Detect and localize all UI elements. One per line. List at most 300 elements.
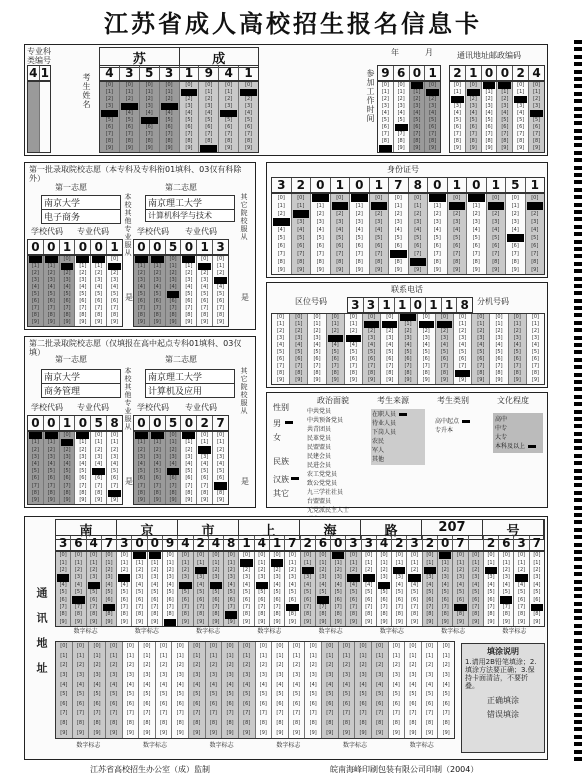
bubble[interactable]: [2] xyxy=(126,662,134,669)
bubble[interactable]: [5] xyxy=(533,589,541,596)
bubble[interactable]: [8] xyxy=(422,370,430,376)
bubble-filled[interactable]: [0] xyxy=(351,194,368,202)
bubble[interactable]: [0] xyxy=(111,432,119,439)
bubble[interactable]: [2] xyxy=(492,210,500,217)
bubble[interactable]: [0] xyxy=(165,82,173,88)
bubble[interactable]: [6] xyxy=(456,596,464,603)
bubble[interactable]: [6] xyxy=(485,124,493,130)
bubble[interactable]: [3] xyxy=(513,335,521,341)
bubble[interactable]: [3] xyxy=(31,453,39,460)
bubble[interactable]: [2] xyxy=(160,662,168,669)
bubble[interactable]: [1] xyxy=(414,202,422,209)
bubble[interactable]: [6] xyxy=(531,242,539,249)
bubble[interactable]: [0] xyxy=(477,314,485,320)
bubble-filled[interactable]: [4] xyxy=(101,110,118,117)
bubble[interactable]: [6] xyxy=(151,596,159,603)
bubble[interactable]: [8] xyxy=(513,370,521,376)
bubble[interactable]: [9] xyxy=(375,266,383,273)
bubble[interactable]: [8] xyxy=(111,312,119,318)
option-item[interactable] xyxy=(372,455,424,464)
bubble[interactable]: [2] xyxy=(242,567,251,574)
bubble[interactable]: [3] xyxy=(197,574,205,581)
bubble[interactable]: [1] xyxy=(380,559,388,566)
bubble[interactable]: [2] xyxy=(511,210,519,217)
bubble[interactable]: [9] xyxy=(120,618,128,625)
bubble[interactable]: [5] xyxy=(105,589,113,596)
bubble-filled[interactable]: [5] xyxy=(141,117,158,124)
option-item[interactable] xyxy=(307,479,367,488)
bubble-filled[interactable]: [7] xyxy=(454,604,466,611)
bubble[interactable]: [9] xyxy=(511,266,519,273)
bubble[interactable]: [8] xyxy=(209,720,217,727)
bubble[interactable]: [6] xyxy=(31,298,39,304)
bubble[interactable]: [1] xyxy=(74,559,82,566)
bubble[interactable]: [6] xyxy=(60,700,68,707)
bubble[interactable]: [2] xyxy=(349,328,357,334)
bubble[interactable]: [5] xyxy=(31,291,39,297)
bubble[interactable]: [6] xyxy=(469,124,477,130)
bubble[interactable]: [6] xyxy=(59,596,67,603)
bubble[interactable]: [5] xyxy=(334,589,342,596)
bubble-filled[interactable]: [7] xyxy=(214,482,227,489)
bubble[interactable]: [9] xyxy=(217,319,225,325)
bubble[interactable]: [0] xyxy=(533,552,541,559)
bubble[interactable]: [4] xyxy=(93,681,101,688)
bubble[interactable]: [2] xyxy=(472,567,480,574)
bubble[interactable]: [4] xyxy=(381,110,389,116)
bubble[interactable]: [1] xyxy=(297,202,305,209)
bubble[interactable]: [5] xyxy=(375,234,383,241)
bubble[interactable]: [5] xyxy=(472,234,480,241)
bubble-filled[interactable]: [0] xyxy=(133,552,145,559)
bubble[interactable]: [3] xyxy=(145,103,153,109)
bubble[interactable]: [9] xyxy=(414,266,422,273)
bubble[interactable]: [1] xyxy=(225,89,233,95)
bubble[interactable]: [7] xyxy=(153,305,161,311)
bubble[interactable]: [6] xyxy=(242,596,251,603)
bubble[interactable]: [1] xyxy=(79,263,87,269)
bubble[interactable]: [0] xyxy=(217,432,225,439)
bubble[interactable]: [3] xyxy=(459,335,467,341)
bubble[interactable]: [2] xyxy=(326,662,334,669)
bubble[interactable]: [5] xyxy=(212,589,220,596)
bubble[interactable]: [4] xyxy=(413,110,421,116)
bubble[interactable]: [3] xyxy=(47,277,55,283)
bubble[interactable]: [9] xyxy=(259,729,267,736)
bubble-filled[interactable]: [6] xyxy=(72,596,84,603)
bubble-filled[interactable]: [0] xyxy=(29,256,42,263)
bubble[interactable]: [7] xyxy=(441,604,449,611)
bubble[interactable]: [4] xyxy=(176,681,184,688)
bubble[interactable]: [5] xyxy=(469,117,477,123)
bubble[interactable]: [2] xyxy=(125,96,133,102)
bubble[interactable]: [6] xyxy=(225,124,233,130)
bubble[interactable]: [9] xyxy=(422,377,430,383)
option-item[interactable] xyxy=(307,497,367,506)
bubble[interactable]: [8] xyxy=(533,138,541,144)
bubble[interactable]: [6] xyxy=(380,596,388,603)
bubble[interactable]: [3] xyxy=(380,574,388,581)
bubble-filled[interactable]: [1] xyxy=(527,202,544,210)
option-item[interactable] xyxy=(307,416,367,425)
bubble-filled[interactable]: [4] xyxy=(88,582,100,589)
bubble[interactable]: [4] xyxy=(376,681,384,688)
bubble[interactable]: [5] xyxy=(185,117,193,123)
bubble[interactable]: [8] xyxy=(487,611,495,618)
bubble[interactable]: [8] xyxy=(110,720,118,727)
bubble[interactable]: [1] xyxy=(243,652,251,659)
bubble[interactable]: [7] xyxy=(243,710,251,717)
bubble-filled[interactable]: [1] xyxy=(382,321,397,328)
bubble[interactable]: [8] xyxy=(166,611,174,618)
bubble[interactable]: [0] xyxy=(60,643,68,650)
bubble-filled[interactable]: [6] xyxy=(395,124,408,131)
bubble[interactable]: [7] xyxy=(397,131,405,137)
bubble[interactable]: [9] xyxy=(59,618,67,625)
bubble[interactable]: [7] xyxy=(201,482,209,489)
bubble[interactable]: [8] xyxy=(334,611,342,618)
bubble[interactable]: [2] xyxy=(295,328,303,334)
bubble[interactable]: [0] xyxy=(394,194,402,201)
bubble[interactable]: [4] xyxy=(459,342,467,348)
bubble[interactable]: [9] xyxy=(392,729,400,736)
bubble[interactable]: [4] xyxy=(326,681,334,688)
bubble[interactable]: [5] xyxy=(63,291,71,297)
bubble[interactable]: [2] xyxy=(165,96,173,102)
bubble[interactable]: [4] xyxy=(395,581,403,588)
option-item[interactable] xyxy=(307,461,367,470)
bubble[interactable]: [0] xyxy=(331,314,339,320)
bubble[interactable]: [9] xyxy=(47,496,55,503)
bubble[interactable]: [5] xyxy=(309,691,317,698)
bubble[interactable]: [9] xyxy=(404,377,412,383)
bubble[interactable]: [8] xyxy=(47,489,55,496)
bubble[interactable]: [4] xyxy=(193,681,201,688)
bubble[interactable]: [6] xyxy=(136,596,144,603)
bubble[interactable]: [8] xyxy=(533,611,541,618)
bubble[interactable]: [4] xyxy=(205,110,213,116)
bubble[interactable]: [2] xyxy=(185,96,193,102)
bubble[interactable]: [7] xyxy=(331,363,339,369)
bubble[interactable]: [1] xyxy=(381,89,389,95)
bubble[interactable]: [4] xyxy=(531,226,539,233)
bubble[interactable]: [8] xyxy=(165,138,173,144)
bubble[interactable]: [7] xyxy=(426,604,434,611)
bubble[interactable]: [3] xyxy=(227,574,235,581)
bubble[interactable]: [6] xyxy=(126,700,134,707)
bubble[interactable]: [6] xyxy=(185,475,193,482)
bubble[interactable]: [5] xyxy=(404,349,412,355)
bubble[interactable]: [4] xyxy=(120,581,128,588)
bubble[interactable]: [1] xyxy=(169,439,177,446)
bubble[interactable]: [2] xyxy=(342,662,350,669)
bubble[interactable]: [7] xyxy=(212,604,220,611)
bubble[interactable]: [2] xyxy=(411,567,419,574)
bubble[interactable]: [7] xyxy=(258,604,266,611)
bubble[interactable]: [3] xyxy=(392,672,400,679)
bubble[interactable]: [9] xyxy=(477,377,485,383)
bubble[interactable]: [6] xyxy=(429,124,437,130)
bubble[interactable]: [5] xyxy=(47,291,55,297)
bubble[interactable]: [8] xyxy=(442,720,450,727)
bubble[interactable]: [5] xyxy=(336,234,344,241)
bubble[interactable]: [6] xyxy=(95,298,103,304)
bubble[interactable]: [3] xyxy=(243,672,251,679)
bubble[interactable]: [2] xyxy=(336,210,344,217)
bubble[interactable]: [7] xyxy=(31,482,39,489)
bubble[interactable]: [7] xyxy=(205,131,213,137)
bubble[interactable]: [4] xyxy=(160,681,168,688)
bubble[interactable]: [8] xyxy=(185,312,193,318)
bubble-filled[interactable]: [1] xyxy=(426,89,439,96)
bubble[interactable]: [9] xyxy=(93,729,101,736)
bubble[interactable]: [8] xyxy=(76,720,84,727)
bubble[interactable]: [9] xyxy=(397,145,405,151)
bubble[interactable]: [9] xyxy=(136,618,144,625)
bubble[interactable]: [8] xyxy=(176,720,184,727)
bubble[interactable]: [7] xyxy=(365,604,373,611)
bubble[interactable]: [5] xyxy=(422,349,430,355)
bubble[interactable]: [7] xyxy=(90,604,98,611)
bubble[interactable]: [4] xyxy=(185,460,193,467)
bubble[interactable]: [1] xyxy=(349,559,358,566)
bubble[interactable]: [3] xyxy=(126,672,134,679)
bubble[interactable]: [9] xyxy=(95,496,103,503)
bubble[interactable]: [8] xyxy=(472,611,480,618)
bubble[interactable]: [3] xyxy=(336,218,344,225)
bubble[interactable]: [6] xyxy=(258,596,266,603)
bubble[interactable]: [3] xyxy=(93,672,101,679)
bubble[interactable]: [4] xyxy=(355,226,363,233)
bubble-filled[interactable]: [5] xyxy=(92,468,105,475)
bubble[interactable]: [5] xyxy=(226,691,234,698)
bubble[interactable]: [8] xyxy=(336,258,344,265)
bubble[interactable]: [7] xyxy=(277,363,285,369)
bubble[interactable]: [9] xyxy=(316,266,324,273)
bubble[interactable]: [9] xyxy=(342,729,350,736)
bubble[interactable]: [0] xyxy=(336,194,344,201)
bubble[interactable]: [6] xyxy=(79,298,87,304)
bubble[interactable]: [7] xyxy=(309,710,317,717)
bubble-filled[interactable]: [1] xyxy=(61,439,74,446)
bubble[interactable]: [7] xyxy=(472,250,480,257)
bubble[interactable]: [5] xyxy=(368,349,376,355)
bubble-filled[interactable]: [3] xyxy=(161,103,178,110)
bubble[interactable]: [8] xyxy=(105,138,113,144)
bubble[interactable]: [1] xyxy=(477,321,485,327)
bubble[interactable]: [5] xyxy=(492,234,500,241)
bubble[interactable]: [9] xyxy=(469,145,477,151)
bubble[interactable]: [7] xyxy=(533,131,541,137)
bubble[interactable]: [4] xyxy=(297,226,305,233)
bubble[interactable]: [7] xyxy=(426,710,434,717)
bubble[interactable]: [1] xyxy=(426,559,434,566)
option-item[interactable] xyxy=(307,407,367,416)
bubble[interactable]: [8] xyxy=(181,611,189,618)
bubble[interactable]: [4] xyxy=(304,581,312,588)
bubble[interactable]: [2] xyxy=(533,96,541,102)
bubble[interactable]: [6] xyxy=(442,700,450,707)
bubble[interactable]: [6] xyxy=(533,596,541,603)
bubble[interactable]: [3] xyxy=(105,574,113,581)
bubble[interactable]: [9] xyxy=(111,496,119,503)
bubble[interactable]: [2] xyxy=(93,662,101,669)
bubble[interactable]: [9] xyxy=(365,618,373,625)
bubble[interactable]: [1] xyxy=(105,559,113,566)
bubble[interactable]: [7] xyxy=(375,250,383,257)
bubble[interactable]: [3] xyxy=(409,672,417,679)
bubble[interactable]: [6] xyxy=(277,356,285,362)
bubble-filled[interactable]: [1] xyxy=(181,89,198,96)
bubble[interactable]: [8] xyxy=(217,312,225,318)
bubble[interactable]: [7] xyxy=(145,131,153,137)
bubble[interactable]: [1] xyxy=(456,559,464,566)
bubble[interactable]: [0] xyxy=(63,432,71,439)
bubble[interactable]: [4] xyxy=(137,284,145,290)
bubble[interactable]: [2] xyxy=(136,567,144,574)
bubble[interactable]: [6] xyxy=(160,700,168,707)
bubble[interactable]: [8] xyxy=(293,720,301,727)
bubble[interactable]: [9] xyxy=(433,266,441,273)
bubble[interactable]: [0] xyxy=(518,552,526,559)
bubble[interactable]: [5] xyxy=(394,234,402,241)
option-item[interactable] xyxy=(372,419,424,428)
bubble[interactable]: [0] xyxy=(422,314,430,320)
bubble[interactable]: [1] xyxy=(151,559,159,566)
bubble[interactable]: [7] xyxy=(47,482,55,489)
bubble[interactable]: [2] xyxy=(442,662,450,669)
bubble[interactable]: [7] xyxy=(185,305,193,311)
bubble[interactable]: [8] xyxy=(153,489,161,496)
bubble[interactable]: [3] xyxy=(63,277,71,283)
bubble[interactable]: [4] xyxy=(245,110,253,116)
bubble[interactable]: [4] xyxy=(185,110,193,116)
bubble[interactable]: [4] xyxy=(47,284,55,290)
bubble[interactable]: [1] xyxy=(413,89,421,95)
bubble[interactable]: [5] xyxy=(166,589,174,596)
bubble[interactable]: [5] xyxy=(331,349,339,355)
bubble[interactable]: [4] xyxy=(375,226,383,233)
bubble[interactable]: [8] xyxy=(359,720,367,727)
bubble[interactable]: [8] xyxy=(511,258,519,265)
bubble[interactable]: [7] xyxy=(485,131,493,137)
bubble[interactable]: [8] xyxy=(153,312,161,318)
option-item[interactable] xyxy=(307,425,367,434)
bubble[interactable]: [8] xyxy=(63,489,71,496)
bubble[interactable]: [2] xyxy=(258,567,266,574)
bubble[interactable]: [0] xyxy=(63,256,71,262)
bubble-filled[interactable]: [0] xyxy=(76,432,89,439)
bubble[interactable]: [2] xyxy=(110,662,118,669)
bubble[interactable]: [4] xyxy=(495,342,503,348)
bubble[interactable]: [8] xyxy=(304,611,312,618)
bubble[interactable]: [3] xyxy=(404,335,412,341)
bubble[interactable]: [8] xyxy=(297,258,305,265)
bubble[interactable]: [5] xyxy=(304,589,312,596)
bubble[interactable]: [1] xyxy=(31,263,39,269)
bubble-filled[interactable]: [1] xyxy=(371,202,388,210)
bubble[interactable]: [1] xyxy=(501,89,509,95)
bubble[interactable]: [7] xyxy=(295,363,303,369)
bubble[interactable]: [6] xyxy=(501,124,509,130)
bubble-filled[interactable]: [1] xyxy=(240,89,257,96)
bubble[interactable]: [5] xyxy=(74,589,82,596)
bubble[interactable]: [5] xyxy=(185,468,193,475)
option-item[interactable] xyxy=(307,470,367,479)
bubble[interactable]: [4] xyxy=(433,226,441,233)
bubble[interactable]: [2] xyxy=(331,328,339,334)
bubble[interactable]: [6] xyxy=(47,475,55,482)
bubble[interactable]: [7] xyxy=(376,710,384,717)
bubble[interactable]: [9] xyxy=(137,319,145,325)
bubble[interactable]: [8] xyxy=(242,611,251,618)
option-item[interactable] xyxy=(372,410,424,419)
bubble[interactable]: [1] xyxy=(47,439,55,446)
bubble[interactable]: [4] xyxy=(472,581,480,588)
bubble[interactable]: [7] xyxy=(151,604,159,611)
bubble[interactable]: [5] xyxy=(76,691,84,698)
bubble[interactable]: [6] xyxy=(153,475,161,482)
bubble[interactable]: [9] xyxy=(125,145,133,151)
bubble[interactable]: [3] xyxy=(95,277,103,283)
bubble[interactable]: [2] xyxy=(225,96,233,102)
bubble[interactable]: [8] xyxy=(453,258,461,265)
bubble[interactable]: [0] xyxy=(375,194,383,201)
bubble[interactable]: [1] xyxy=(511,202,519,209)
bubble[interactable]: [7] xyxy=(334,604,342,611)
bubble[interactable]: [8] xyxy=(137,312,145,318)
bubble[interactable]: [0] xyxy=(533,82,541,88)
bubble[interactable]: [5] xyxy=(440,349,448,355)
bubble[interactable]: [4] xyxy=(74,581,82,588)
bubble[interactable]: [5] xyxy=(293,691,301,698)
bubble[interactable]: [2] xyxy=(143,662,151,669)
bubble[interactable]: [3] xyxy=(137,277,145,283)
bubble[interactable]: [4] xyxy=(201,284,209,290)
bubble[interactable]: [9] xyxy=(395,618,403,625)
bubble[interactable]: [9] xyxy=(359,729,367,736)
bubble[interactable]: [1] xyxy=(326,652,334,659)
bubble-filled[interactable]: [4] xyxy=(256,582,268,589)
bubble-filled[interactable]: [4] xyxy=(179,582,191,589)
bubble[interactable]: [0] xyxy=(426,643,434,650)
bubble[interactable]: [9] xyxy=(495,377,503,383)
bubble[interactable]: [1] xyxy=(227,559,235,566)
bubble-filled[interactable]: [8] xyxy=(455,370,470,377)
bubble-filled[interactable]: [3] xyxy=(57,574,69,581)
bubble[interactable]: [0] xyxy=(293,643,301,650)
bubble[interactable]: [3] xyxy=(79,453,87,460)
bubble[interactable]: [4] xyxy=(217,284,225,290)
bubble[interactable]: [5] xyxy=(143,691,151,698)
bubble[interactable]: [7] xyxy=(319,604,327,611)
bubble[interactable]: [2] xyxy=(319,567,327,574)
bubble[interactable]: [3] xyxy=(394,218,402,225)
bubble[interactable]: [1] xyxy=(205,89,213,95)
bubble[interactable]: [0] xyxy=(459,314,467,320)
bubble[interactable]: [5] xyxy=(90,589,98,596)
bubble[interactable]: [2] xyxy=(193,662,201,669)
bubble[interactable]: [5] xyxy=(245,117,253,123)
bubble[interactable]: [6] xyxy=(309,700,317,707)
bubble[interactable]: [1] xyxy=(47,263,55,269)
bubble[interactable]: [7] xyxy=(136,604,144,611)
bubble[interactable]: [9] xyxy=(143,729,151,736)
bubble[interactable]: [1] xyxy=(334,559,342,566)
bubble[interactable]: [1] xyxy=(105,89,113,95)
bubble[interactable]: [0] xyxy=(319,552,327,559)
bubble[interactable]: [0] xyxy=(227,552,235,559)
